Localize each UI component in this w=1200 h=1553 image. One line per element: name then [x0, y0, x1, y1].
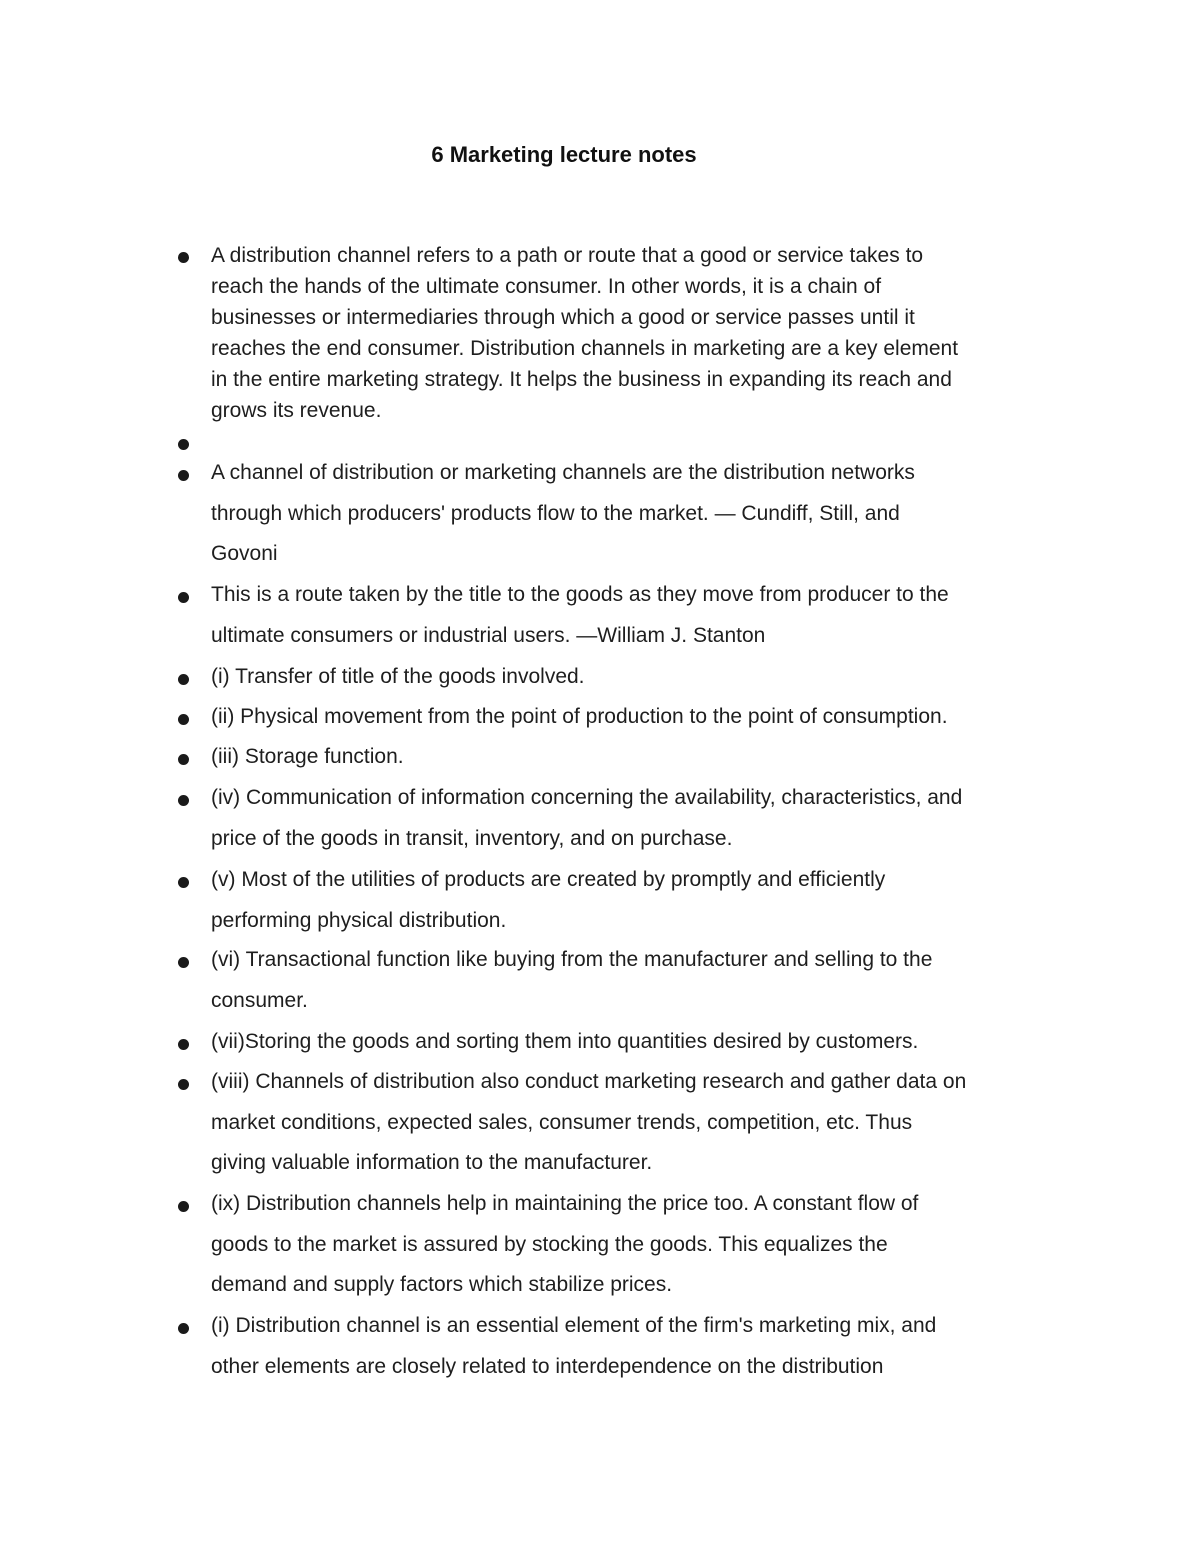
bullet-icon	[178, 592, 189, 603]
bullet-icon	[178, 957, 189, 968]
bullet-icon	[178, 795, 189, 806]
bullet-icon	[178, 714, 189, 725]
bullet-icon	[178, 470, 189, 481]
list-item-text: (ii) Physical movement from the point of production to the point of consumption.	[211, 705, 948, 728]
list-item-text: (viii) Channels of distribution also conduct marketing research and gather data on market conditions, expected sales, consumer trends, competition, etc. Thus giving valuable information to the manufacturer.	[211, 1070, 967, 1174]
list-item-text: A channel of distribution or marketing channels are the distribution networks through which producers' products flow to the market. — Cundiff, Still, and Govoni	[211, 461, 915, 565]
list-item-text: (vi) Transactional function like buying from the manufacturer and selling to the consumer.	[211, 948, 933, 1012]
list-item-text: (iii) Storage function.	[211, 745, 404, 768]
list-item-text: (i) Transfer of title of the goods involved.	[211, 665, 585, 688]
document-title: 6 Marketing lecture notes	[431, 142, 697, 167]
bullet-icon	[178, 674, 189, 685]
list-item-text: (v) Most of the utilities of products are created by promptly and efficiently performing physical distribution.	[211, 868, 886, 932]
list-item-text: (ix) Distribution channels help in maintaining the price too. A constant flow of goods to the market is assured by stocking the goods. This equalizes the demand and supply factors which stabilize prices.	[211, 1192, 919, 1296]
bullet-icon	[178, 1201, 189, 1212]
list-item-text: This is a route taken by the title to the goods as they move from producer to the ultimate consumers or industrial users. —William J. Stanton	[211, 583, 949, 647]
bullet-icon	[178, 877, 189, 888]
bullet-icon	[178, 439, 189, 450]
bullet-icon	[178, 1039, 189, 1050]
bullet-icon	[178, 252, 189, 263]
bullet-icon	[178, 754, 189, 765]
bullet-icon	[178, 1079, 189, 1090]
list-item-text: (i) Distribution channel is an essential element of the firm's marketing mix, and other elements are closely related to interdependence on the distribution	[211, 1314, 937, 1378]
bullet-icon	[178, 1323, 189, 1334]
list-item-text: (iv) Communication of information concerning the availability, characteristics, and price of the goods in transit, inventory, and on purchase.	[211, 786, 963, 850]
list-item-text: (vii)Storing the goods and sorting them into quantities desired by customers.	[211, 1030, 919, 1053]
list-item-text: A distribution channel refers to a path or route that a good or service takes to reach the hands of the ultimate consumer. In other words, it is a chain of businesses or intermediaries through which a good or service passes until it reaches the end consumer. Distribution channels in marketing are a key element in the entire marketing strategy. It helps the business in expanding its reach and grows its revenue.	[211, 244, 959, 422]
